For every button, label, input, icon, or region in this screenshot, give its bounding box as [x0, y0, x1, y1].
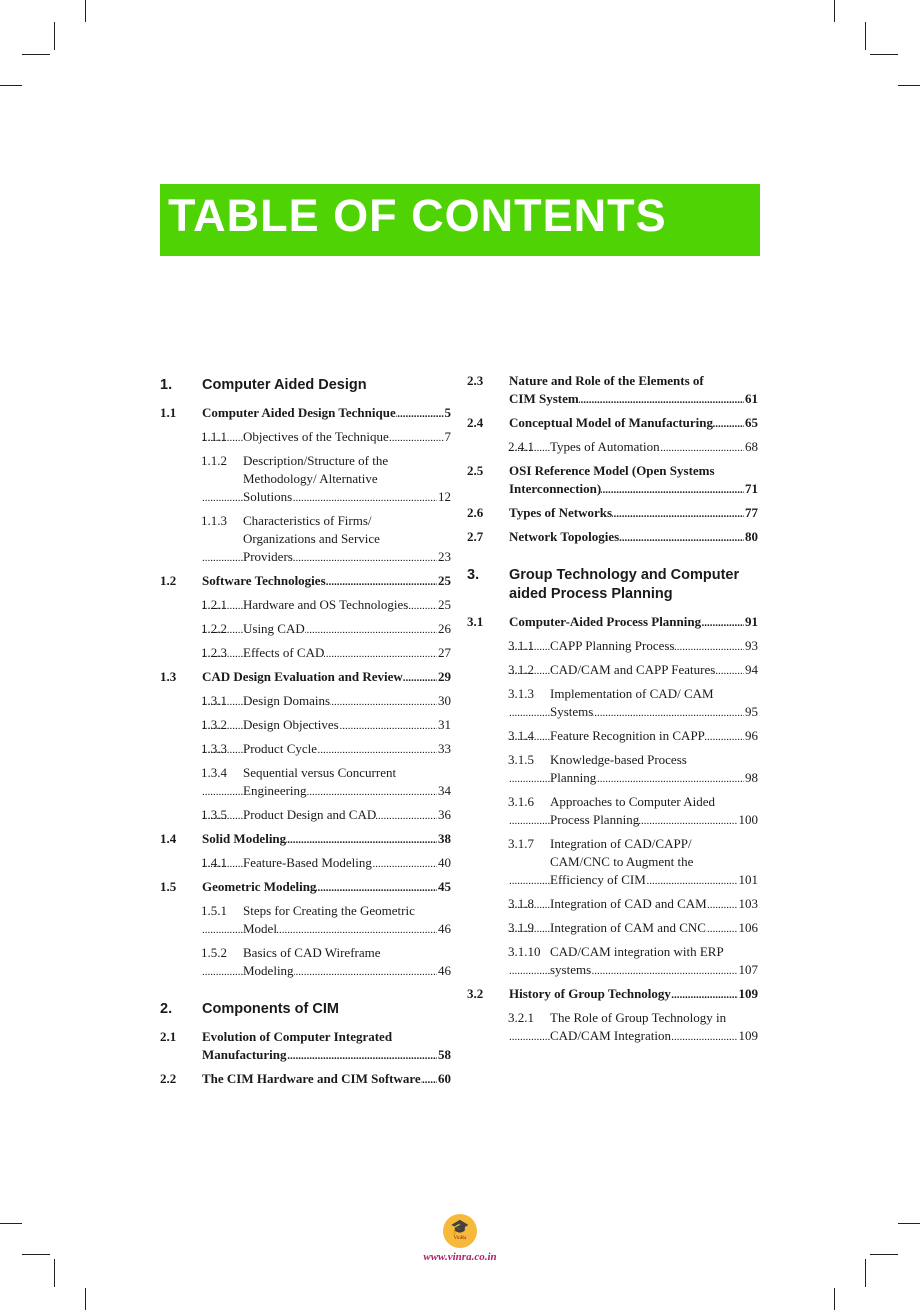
entry-number: 2.4.1 — [508, 439, 534, 454]
entry-number: 2.4 — [467, 415, 484, 430]
entry-number: 3.2 — [467, 986, 484, 1001]
toc-subsection-entry[interactable] — [160, 740, 451, 758]
entry-page-number: 40 — [438, 855, 451, 870]
entry-title: Description/Structure of the Methodology/ Alternative Solutions — [243, 453, 389, 504]
entry-page-number: 109 — [738, 986, 758, 1001]
chapter-heading[interactable] — [467, 566, 758, 604]
entry-number: 1.2.1 — [201, 597, 227, 612]
vinra-logo — [443, 1214, 477, 1248]
entry-page-number: 45 — [438, 879, 451, 894]
toc-subsection-entry[interactable] — [467, 637, 758, 655]
entry-page-number: 107 — [738, 962, 758, 977]
chapter-title: Computer Aided Design — [202, 377, 367, 393]
entry-title: Feature Recognition in CAPP — [550, 728, 705, 743]
entry-number: 3.1.8 — [508, 896, 534, 911]
chapter-heading[interactable] — [160, 1000, 451, 1019]
crop-mark — [834, 1288, 835, 1310]
toc-section-entry[interactable] — [160, 878, 451, 896]
entry-number: 3.1.5 — [508, 752, 534, 767]
toc-subsection-entry[interactable] — [467, 751, 758, 787]
entry-number: 2.5 — [467, 463, 484, 478]
entry-number: 3.1.9 — [508, 920, 534, 935]
entry-page-number: 27 — [438, 645, 451, 660]
entry-title: History of Group Technology — [509, 986, 671, 1001]
entry-page-number: 103 — [738, 896, 758, 911]
chapter-number: 3. — [467, 567, 480, 583]
entry-number: 3.1.7 — [508, 836, 534, 851]
entry-title: Design Objectives — [243, 717, 339, 732]
entry-page-number: 36 — [438, 807, 451, 822]
toc-subsection-entry[interactable] — [467, 895, 758, 913]
entry-page-number: 26 — [438, 621, 451, 636]
toc-section-entry[interactable] — [160, 572, 451, 590]
entry-number: 1.1 — [160, 405, 177, 420]
entry-number: 1.3.2 — [201, 717, 227, 732]
toc-subsection-entry[interactable] — [160, 512, 451, 566]
entry-number: 3.1.1 — [508, 638, 534, 653]
entry-number: 1.1.1 — [201, 429, 227, 444]
entry-title: CAD/CAM integration with ERP systems — [550, 944, 724, 977]
chapter-number: 2. — [160, 1001, 173, 1017]
toc-subsection-entry[interactable] — [467, 685, 758, 721]
entry-title: Types of Networks — [509, 505, 613, 520]
entry-title: Hardware and OS Technologies — [243, 597, 409, 612]
entry-title: Integration of CAD and CAM — [550, 896, 707, 911]
toc-subsection-entry[interactable] — [160, 428, 451, 446]
entry-title: Basics of CAD Wireframe Modeling — [243, 945, 381, 978]
entry-title: Geometric Modeling — [202, 879, 317, 894]
toc-subsection-entry[interactable] — [467, 661, 758, 679]
entry-title: Steps for Creating the Geometric Model — [243, 903, 415, 936]
entry-number: 1.1.3 — [201, 513, 227, 528]
entry-page-number: 100 — [738, 812, 758, 827]
crop-mark — [865, 1259, 866, 1287]
page-title: TABLE OF CONTENTS — [168, 190, 667, 241]
entry-number: 3.1.3 — [508, 686, 534, 701]
chapter-title: Components of CIM — [202, 1001, 339, 1017]
entry-title: Product Design and CAD — [243, 807, 377, 822]
entry-page-number: 60 — [438, 1071, 451, 1086]
toc-subsection-entry[interactable] — [160, 452, 451, 506]
entry-number: 3.1 — [467, 614, 484, 629]
entry-title: Network Topologies — [509, 529, 620, 544]
crop-mark — [54, 22, 55, 50]
entry-page-number: 91 — [745, 614, 758, 629]
entry-number: 3.1.6 — [508, 794, 534, 809]
toc-section-entry[interactable] — [467, 414, 758, 432]
entry-page-number: 98 — [745, 770, 758, 785]
crop-mark — [870, 54, 898, 55]
toc-subsection-entry[interactable] — [467, 919, 758, 937]
entry-title: Approaches to Computer Aided Process Planning — [550, 794, 715, 827]
toc-subsection-entry[interactable] — [160, 692, 451, 710]
entry-page-number: 12 — [438, 489, 451, 504]
toc-section-entry[interactable] — [467, 504, 758, 522]
entry-title: Design Domains — [243, 693, 331, 708]
toc-subsection-entry[interactable] — [160, 596, 451, 614]
entry-number: 1.5 — [160, 879, 177, 894]
entry-page-number: 58 — [438, 1047, 451, 1062]
entry-number: 3.1.10 — [508, 944, 541, 959]
entry-title: Nature and Role of the Elements of CIM System — [509, 373, 704, 406]
toc-section-entry[interactable] — [467, 528, 758, 546]
toc-section-entry[interactable] — [160, 830, 451, 848]
toc-subsection-entry[interactable] — [467, 438, 758, 456]
entry-title: Computer-Aided Process Planning — [509, 614, 702, 629]
entry-page-number: 71 — [745, 481, 758, 496]
entry-page-number: 95 — [745, 704, 758, 719]
entry-page-number: 77 — [745, 505, 758, 520]
entry-page-number: 93 — [745, 638, 758, 653]
entry-title: Sequential versus Concurrent Engineering — [243, 765, 397, 798]
crop-mark — [865, 22, 866, 50]
crop-mark — [0, 85, 22, 86]
entry-page-number: 25 — [438, 573, 451, 588]
entry-title: Conceptual Model of Manufacturing — [509, 415, 714, 430]
entry-page-number: 7 — [444, 429, 451, 444]
entry-number: 1.3.5 — [201, 807, 227, 822]
toc-subsection-entry[interactable] — [160, 854, 451, 872]
entry-number: 1.4 — [160, 831, 177, 846]
toc-subsection-entry[interactable] — [467, 1009, 758, 1045]
entry-number: 1.2 — [160, 573, 177, 588]
crop-mark — [85, 0, 86, 22]
toc-section-entry[interactable] — [160, 1028, 451, 1064]
toc-subsection-entry[interactable] — [160, 716, 451, 734]
toc-section-entry[interactable] — [160, 404, 451, 422]
entry-page-number: 5 — [444, 405, 451, 420]
toc-subsection-entry[interactable] — [467, 943, 758, 979]
entry-number: 1.3.4 — [201, 765, 227, 780]
toc-subsection-entry[interactable] — [160, 644, 451, 662]
entry-number: 2.7 — [467, 529, 484, 544]
entry-title: Solid Modeling — [202, 831, 287, 846]
entry-title: Effects of CAD — [243, 645, 325, 660]
crop-mark — [898, 85, 920, 86]
entry-number: 1.4.1 — [201, 855, 227, 870]
entry-title: CAPP Planning Process — [550, 638, 675, 653]
toc-subsection-entry[interactable] — [467, 727, 758, 745]
entry-number: 1.5.1 — [201, 903, 227, 918]
entry-number: 1.1.2 — [201, 453, 227, 468]
entry-title: OSI Reference Model (Open Systems Interconnection) — [509, 463, 715, 496]
entry-title: Implementation of CAD/ CAM Systems — [550, 686, 714, 719]
entry-number: 1.2.2 — [201, 621, 227, 636]
entry-number: 2.2 — [160, 1071, 177, 1086]
entry-page-number: 34 — [438, 783, 451, 798]
chapter-number: 1. — [160, 377, 173, 393]
crop-mark — [22, 54, 50, 55]
entry-page-number: 106 — [738, 920, 758, 935]
entry-title: Software Technologies — [202, 573, 326, 588]
entry-number: 1.5.2 — [201, 945, 227, 960]
entry-page-number: 46 — [438, 963, 451, 978]
title-banner — [160, 184, 760, 256]
entry-title: Integration of CAM and CNC — [550, 920, 706, 935]
toc-subsection-entry[interactable] — [160, 944, 451, 980]
entry-title: Computer Aided Design Technique — [202, 405, 396, 420]
entry-title: The Role of Group Technology in CAD/CAM Integration — [550, 1010, 727, 1043]
entry-title: Product Cycle — [243, 741, 318, 756]
entry-page-number: 94 — [745, 662, 758, 677]
entry-page-number: 109 — [738, 1028, 758, 1043]
entry-title: The CIM Hardware and CIM Software — [202, 1071, 421, 1086]
entry-page-number: 101 — [738, 872, 758, 887]
entry-page-number: 80 — [745, 529, 758, 544]
crop-mark — [85, 1288, 86, 1310]
toc-section-entry[interactable] — [160, 1070, 451, 1088]
entry-page-number: 30 — [438, 693, 451, 708]
entry-page-number: 68 — [745, 439, 758, 454]
entry-number: 3.1.2 — [508, 662, 534, 677]
chapter-heading[interactable] — [160, 376, 451, 395]
entry-number: 2.3 — [467, 373, 484, 388]
footer-url[interactable]: www.vinra.co.in — [423, 1251, 497, 1263]
toc-section-entry[interactable] — [467, 985, 758, 1003]
logo-text: VinRa — [453, 1235, 467, 1241]
toc-subsection-entry[interactable] — [467, 835, 758, 889]
entry-title: Knowledge-based Process Planning — [550, 752, 687, 785]
toc-column-left — [160, 374, 451, 1088]
crop-mark — [54, 1259, 55, 1287]
crop-mark — [834, 0, 835, 22]
toc-section-entry[interactable] — [467, 462, 758, 498]
toc-subsection-entry[interactable] — [467, 793, 758, 829]
entry-page-number: 38 — [438, 831, 451, 846]
entry-number: 2.6 — [467, 505, 484, 520]
entry-page-number: 31 — [438, 717, 451, 732]
entry-number: 2.1 — [160, 1029, 177, 1044]
graduation-cap-icon: 🎓 — [450, 1219, 470, 1236]
entry-title: Types of Automation — [550, 439, 660, 454]
entry-title: Feature-Based Modeling — [243, 855, 372, 870]
entry-page-number: 65 — [745, 415, 758, 430]
entry-page-number: 46 — [438, 921, 451, 936]
entry-title: Integration of CAD/CAPP/ CAM/CNC to Augment the Efficiency of CIM — [550, 836, 694, 887]
toc-section-entry[interactable] — [467, 372, 758, 408]
entry-number: 1.3.3 — [201, 741, 227, 756]
crop-mark — [898, 1223, 920, 1224]
toc-subsection-entry[interactable] — [160, 764, 451, 800]
entry-page-number: 23 — [438, 549, 451, 564]
toc-section-entry[interactable] — [467, 613, 758, 631]
entry-title: Using CAD — [243, 621, 305, 636]
entry-title: Evolution of Computer Integrated Manufacturing — [202, 1029, 393, 1062]
entry-page-number: 25 — [438, 597, 451, 612]
entry-title: Objectives of the Technique — [243, 429, 389, 444]
entry-page-number: 61 — [745, 391, 758, 406]
entry-page-number: 29 — [438, 669, 451, 684]
entry-number: 1.3.1 — [201, 693, 227, 708]
toc-subsection-entry[interactable] — [160, 902, 451, 938]
entry-title: CAD Design Evaluation and Review — [202, 669, 403, 684]
entry-number: 3.2.1 — [508, 1010, 534, 1025]
entry-title: Characteristics of Firms/ Organizations and Service Providers — [243, 513, 380, 564]
entry-number: 1.3 — [160, 669, 177, 684]
entry-number: 1.2.3 — [201, 645, 227, 660]
entry-title: CAD/CAM and CAPP Features — [550, 662, 716, 677]
chapter-title: Group Technology and Computer aided Process Planning — [509, 567, 740, 602]
toc-subsection-entry[interactable] — [160, 620, 451, 638]
toc-section-entry[interactable] — [160, 668, 451, 686]
entry-page-number: 33 — [438, 741, 451, 756]
toc-subsection-entry[interactable] — [160, 806, 451, 824]
entry-number: 3.1.4 — [508, 728, 534, 743]
entry-page-number: 96 — [745, 728, 758, 743]
crop-mark — [0, 1223, 22, 1224]
toc-column-right — [467, 366, 758, 1045]
